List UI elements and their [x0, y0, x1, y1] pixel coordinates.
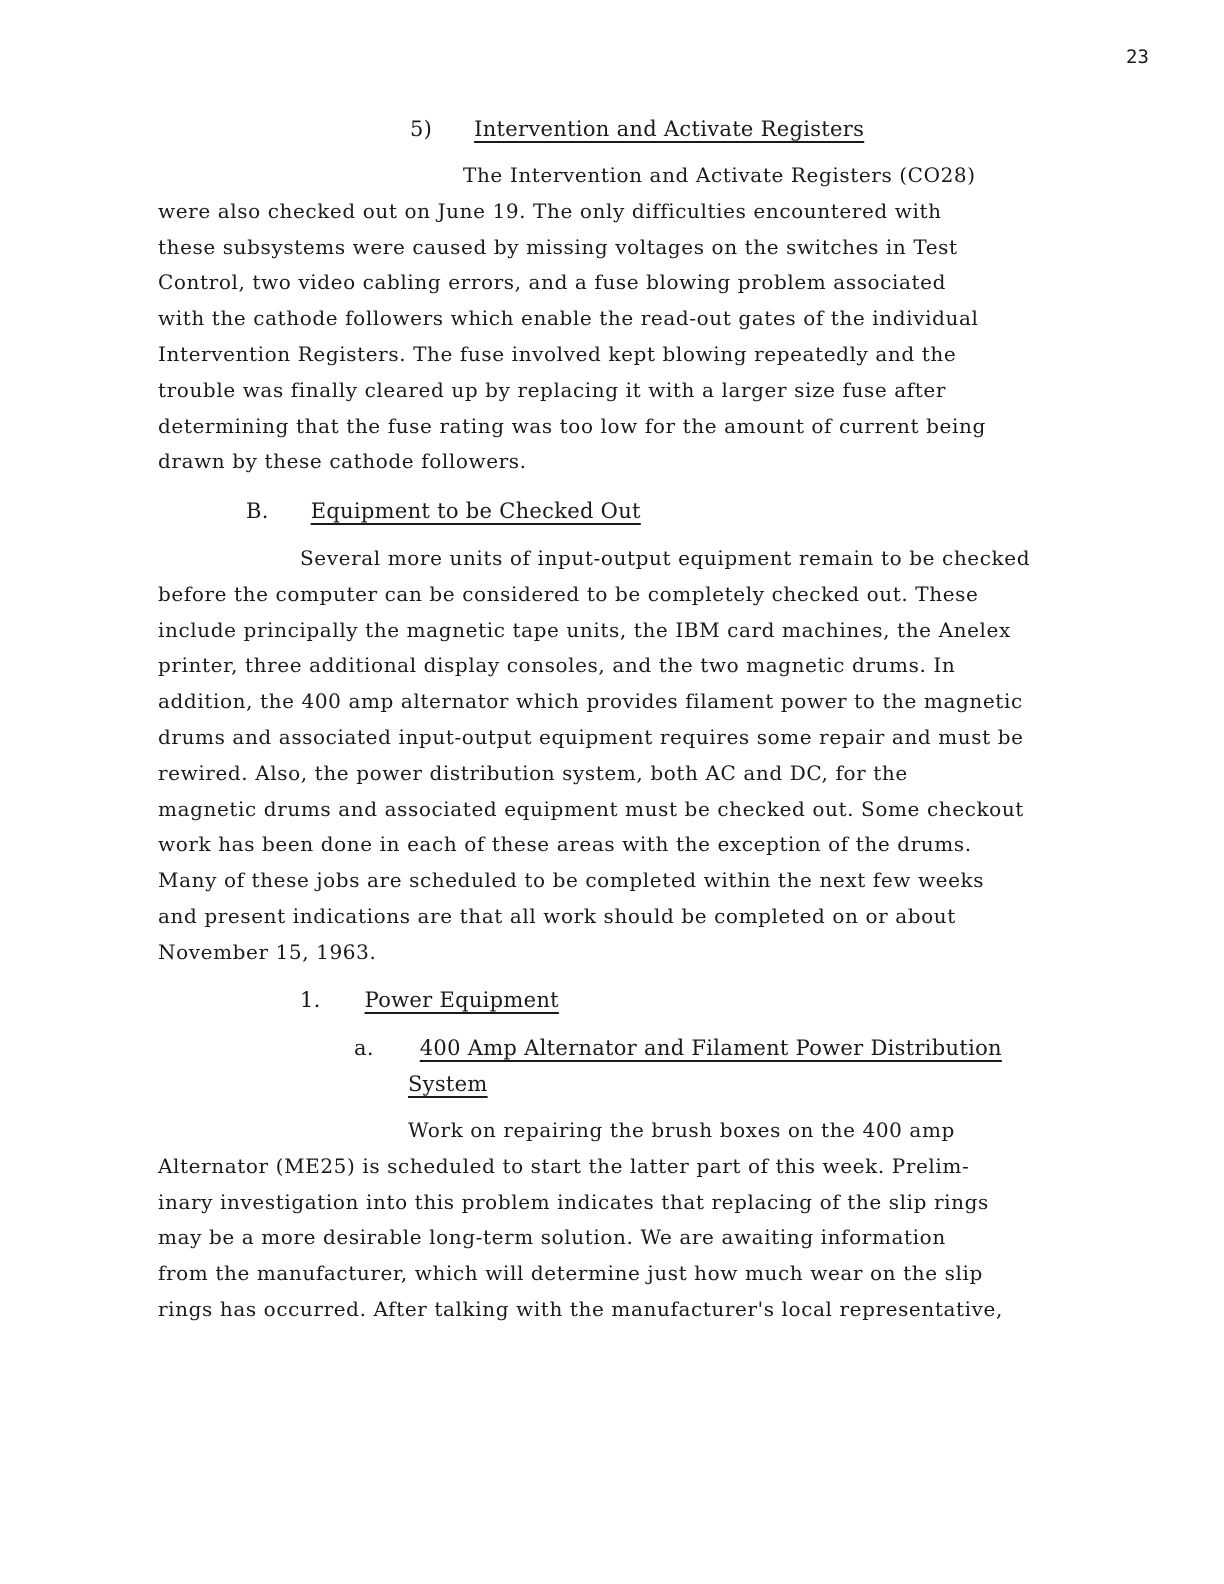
paragraph-line: Alternator (ME25) is scheduled to start the latter part of this week. Prelim- — [158, 1153, 970, 1178]
section-a-heading-continued — [408, 1066, 488, 1102]
section-a-number: a. — [354, 1036, 374, 1060]
paragraph-line: drawn by these cathode followers. — [158, 449, 527, 474]
paragraph-line: and present indications are that all work should be completed on or about — [158, 903, 956, 928]
paragraph-line: Intervention Registers. The fuse involved kept blowing repeatedly and the — [158, 341, 957, 366]
paragraph-line: trouble was finally cleared up by replacing it with a larger size fuse after — [158, 377, 946, 402]
section-5-title: Intervention and Activate Registers — [474, 117, 865, 141]
section-a-title-line1: 400 Amp Alternator and Filament Power Distribution — [419, 1036, 1002, 1060]
section-1-heading — [300, 982, 559, 1018]
paragraph-line: addition, the 400 amp alternator which provides filament power to the magnetic — [158, 689, 1023, 714]
section-a-paragraph — [158, 1113, 1128, 1328]
paragraph-line: Many of these jobs are scheduled to be completed within the next few weeks — [158, 868, 985, 893]
section-b-heading — [246, 493, 641, 529]
section-b-title: Equipment to be Checked Out — [310, 499, 641, 523]
paragraph-line: Several more units of input-output equipment remain to be checked — [300, 546, 1031, 570]
section-5-paragraph — [158, 158, 1128, 480]
section-5-number: 5) — [410, 117, 433, 141]
paragraph-line: include principally the magnetic tape units, the IBM card machines, the Anelex — [158, 617, 1011, 642]
paragraph-line: from the manufacturer, which will determine just how much wear on the slip — [158, 1261, 983, 1286]
section-1-title: Power Equipment — [364, 988, 559, 1012]
paragraph-line: may be a more desirable long-term solution. We are awaiting information — [158, 1225, 946, 1250]
paragraph-line: The Intervention and Activate Registers (CO28) — [463, 163, 976, 187]
section-a-title-line2: System — [408, 1072, 488, 1096]
paragraph-line: rewired. Also, the power distribution system, both AC and DC, for the — [158, 760, 908, 785]
page-number: 23 — [1126, 46, 1149, 68]
paragraph-line: magnetic drums and associated equipment must be checked out. Some checkout — [158, 796, 1024, 821]
paragraph-line: Work on repairing the brush boxes on the 400 amp — [408, 1118, 955, 1142]
paragraph-line: November 15, 1963. — [158, 939, 377, 964]
paragraph-line: with the cathode followers which enable the read-out gates of the individual — [158, 306, 979, 331]
paragraph-line: rings has occurred. After talking with the manufacturer's local representative, — [158, 1296, 1003, 1321]
paragraph-line: determining that the fuse rating was too low for the amount of current being — [158, 413, 986, 438]
paragraph-line: work has been done in each of these areas with the exception of the drums. — [158, 832, 972, 857]
paragraph-line: Control, two video cabling errors, and a fuse blowing problem associated — [158, 270, 946, 295]
paragraph-line: inary investigation into this problem indicates that replacing of the slip rings — [158, 1189, 989, 1214]
paragraph-line: were also checked out on June 19. The only difficulties encountered with — [158, 198, 942, 223]
paragraph-line: these subsystems were caused by missing voltages on the switches in Test — [158, 234, 958, 259]
section-a-heading — [354, 1030, 1002, 1066]
paragraph-line: before the computer can be considered to be completely checked out. These — [158, 581, 979, 606]
section-b-paragraph — [158, 541, 1128, 971]
paragraph-line: printer, three additional display consoles, and the two magnetic drums. In — [158, 653, 956, 678]
section-b-number: B. — [246, 499, 269, 523]
section-1-number: 1. — [300, 988, 321, 1012]
section-5-heading — [410, 111, 864, 147]
paragraph-line: drums and associated input-output equipment requires some repair and must be — [158, 724, 1024, 749]
